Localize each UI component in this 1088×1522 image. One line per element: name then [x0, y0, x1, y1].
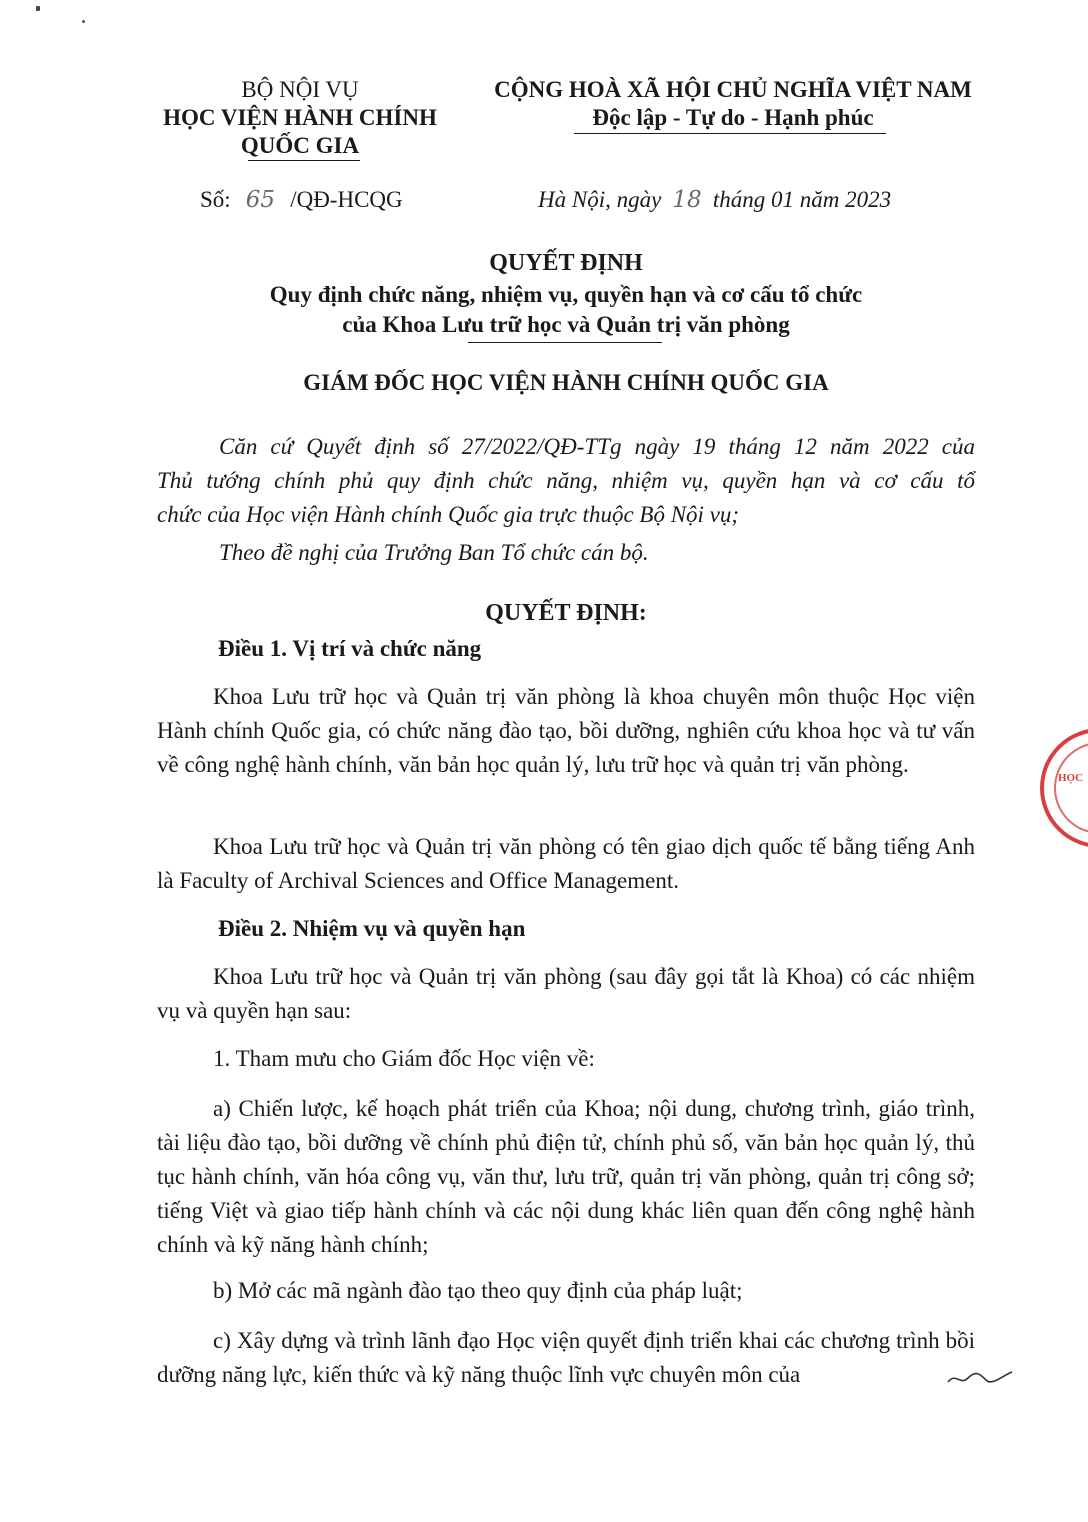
article2-item-b-text: b) Mở các mã ngành đào tạo theo quy định của pháp luật;: [213, 1278, 743, 1303]
seal-text: HỌC: [1058, 772, 1084, 784]
article2-item1: [157, 1042, 975, 1076]
article2-item1-text: 1. Tham mưu cho Giám đốc Học viện về:: [213, 1046, 595, 1071]
issuing-agency-block: [150, 76, 450, 160]
basis-line3: chức của Học viện Hành chính Quốc gia trực thuộc Bộ Nội vụ;: [157, 502, 740, 527]
decision-subtitle-line1: Quy định chức năng, nhiệm vụ, quyền hạn và cơ cấu tổ chức: [269, 282, 863, 307]
number-prefix: Số:: [200, 187, 231, 212]
article1-p1-text: Khoa Lưu trữ học và Quản trị văn phòng là khoa chuyên môn thuộc Học viện Hành chính Quốc gia, có chức năng đào tạo, bồi dưỡng, nghiên cứu khoa học và tư vấn về công nghệ hành chính, văn bản học quản lý, lưu trữ học và quản trị văn phòng.: [157, 684, 975, 777]
decision-subtitle-line2: của Khoa Lưu trữ học và Quản trị văn phòng: [342, 312, 790, 337]
basis-line4: Theo đề nghị của Trưởng Ban Tổ chức cán bộ.: [219, 540, 649, 565]
date-day-handwritten: 18: [672, 187, 702, 213]
number-handwritten: 65: [245, 187, 276, 213]
republic-name: CỘNG HOÀ XÃ HỘI CHỦ NGHĨA VIỆT NAM: [494, 77, 972, 102]
article2-item-a-text: a) Chiến lược, kế hoạch phát triển của Khoa; nội dung, chương trình, giáo trình, tài liệu đào tạo, bồi dưỡng về chính phủ điện tử, chính phủ số, văn bản học quản lý, thủ tục hành chính, văn hóa công vụ, văn thư, lưu trữ, quản trị văn phòng, quản trị công sở; tiếng Việt và giao tiếp hành chính và các nội dung khác liên quan đến công nghệ hành chính và kỹ năng hành chính;: [157, 1096, 975, 1257]
article1-heading: Điều 1. Vị trí và chức năng: [218, 636, 482, 661]
article1-p2-text: Khoa Lưu trữ học và Quản trị văn phòng có tên giao dịch quốc tế bằng tiếng Anh là Faculty of Archival Sciences and Office Management.: [157, 834, 975, 893]
decide-heading: QUYẾT ĐỊNH:: [485, 600, 647, 626]
agency-name-line1: HỌC VIỆN HÀNH CHÍNH: [163, 105, 437, 130]
date-prefix: Hà Nội, ngày: [538, 187, 662, 212]
article1-paragraph1: [157, 680, 975, 782]
document-date: [538, 186, 938, 214]
article2-item-c: [157, 1324, 975, 1392]
legal-basis: [157, 430, 975, 570]
motto-underline: [574, 133, 886, 134]
article1-paragraph2: [157, 830, 975, 898]
scan-speck: [36, 6, 40, 11]
basis-line1: Căn cứ Quyết định số 27/2022/QĐ-TTg ngày 19 tháng 12 năm 2022 của: [219, 434, 975, 459]
decision-title: QUYẾT ĐỊNH: [489, 250, 643, 276]
scan-speck: [82, 20, 85, 23]
article2-intro-text: Khoa Lưu trữ học và Quản trị văn phòng (sau đây gọi tắt là Khoa) có các nhiệm vụ và quyền hạn sau:: [157, 964, 975, 1023]
ministry-name: BỘ NỘI VỤ: [241, 77, 359, 102]
initials-scribble-icon: [946, 1366, 1016, 1390]
subtitle-underline: [468, 342, 662, 343]
agency-underline: [248, 160, 360, 161]
national-motto: Độc lập - Tự do - Hạnh phúc: [592, 105, 874, 130]
date-suffix: tháng 01 năm 2023: [712, 187, 892, 212]
article2-item-b: [157, 1274, 975, 1308]
agency-name-line2: QUỐC GIA: [240, 133, 360, 158]
document-number: [200, 186, 460, 214]
article2-item-a: [157, 1092, 975, 1262]
article2-heading: Điều 2. Nhiệm vụ và quyền hạn: [218, 916, 526, 941]
number-suffix: /QĐ-HCQG: [290, 187, 403, 212]
basis-line2: Thủ tướng chính phủ quy định chức năng, nhiệm vụ, quyền hạn và cơ cấu tổ: [157, 468, 975, 493]
national-title-block: [480, 76, 986, 132]
red-seal-icon: [1040, 728, 1088, 848]
article2-intro: [157, 960, 975, 1028]
article2-item-c-text: c) Xây dựng và trình lãnh đạo Học viện quyết định triển khai các chương trình bồi dưỡng năng lực, kiến thức và kỹ năng thuộc lĩnh vực chuyên môn của: [157, 1328, 975, 1387]
authority-heading: GIÁM ĐỐC HỌC VIỆN HÀNH CHÍNH QUỐC GIA: [303, 370, 829, 395]
